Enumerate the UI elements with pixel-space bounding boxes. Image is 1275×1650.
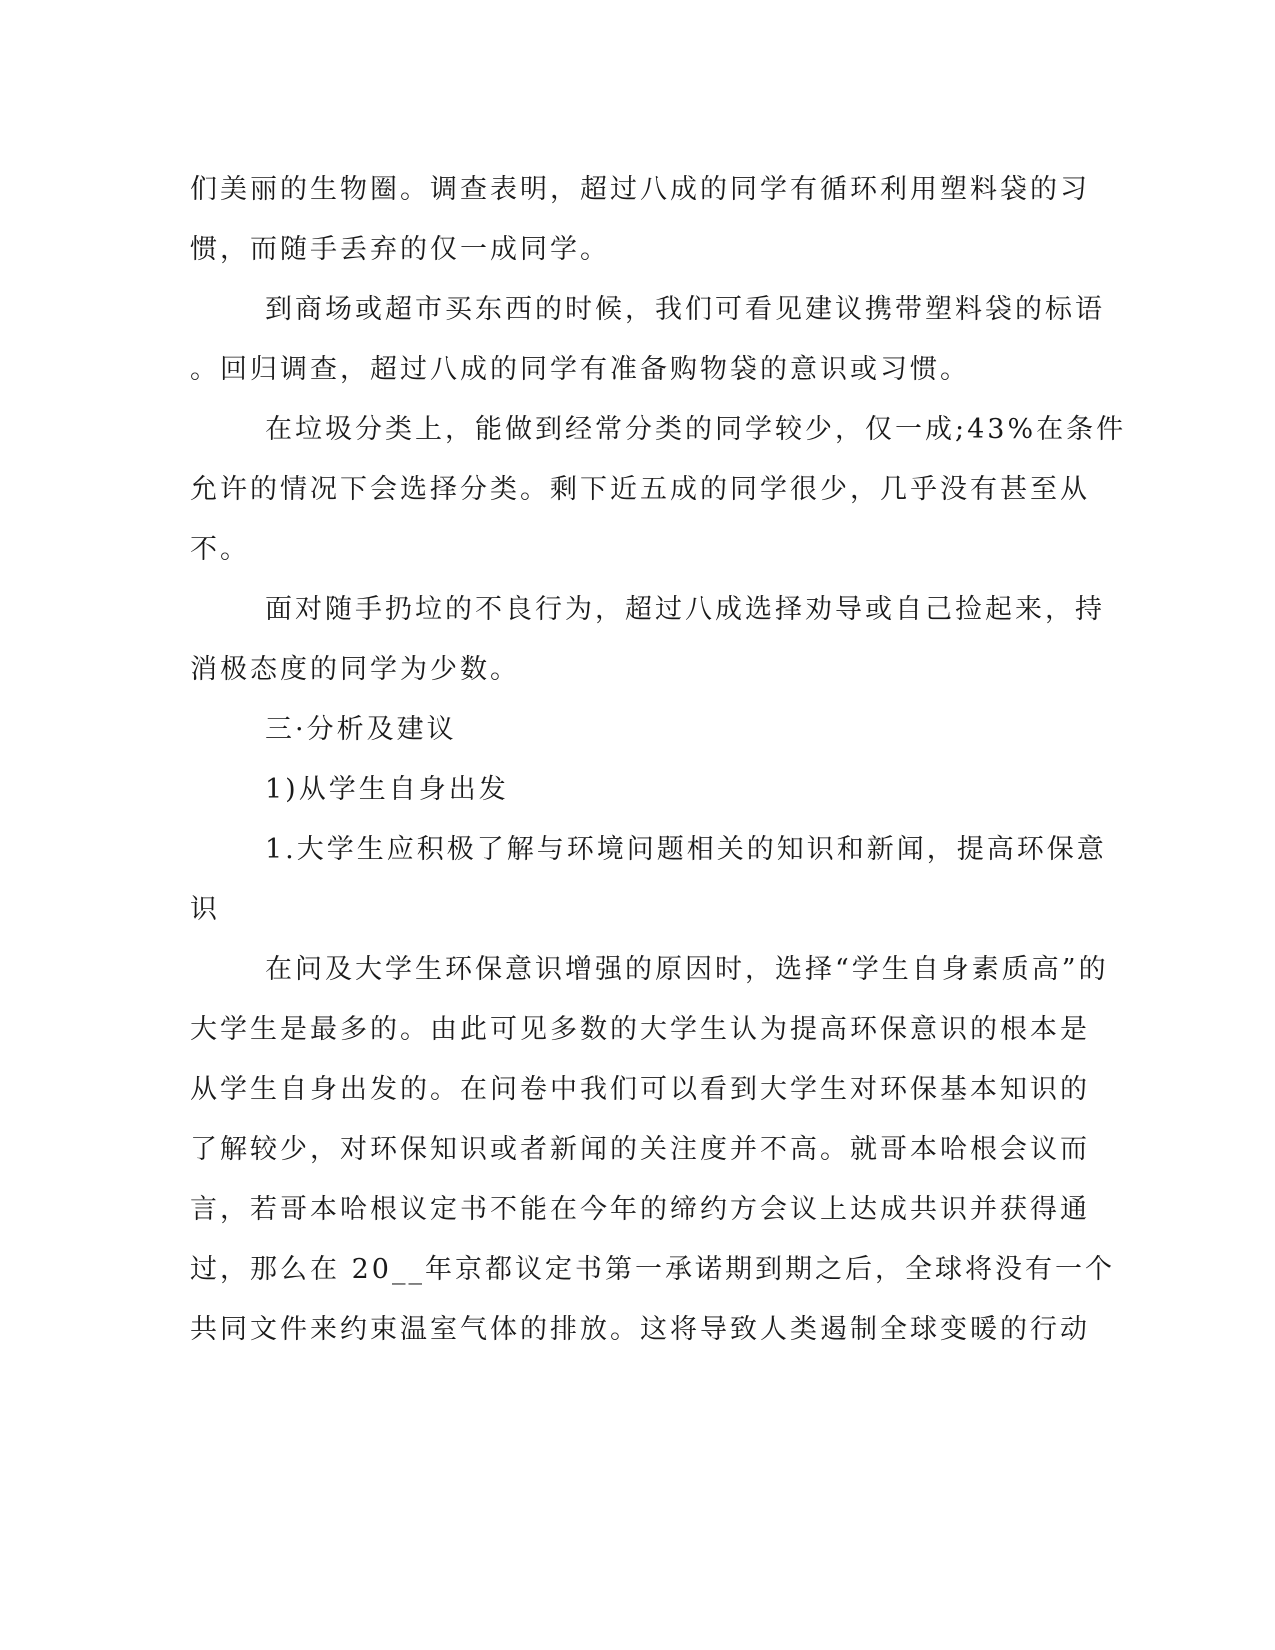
text-line: 了解较少，对环保知识或者新闻的关注度并不高。就哥本哈根会议而: [190, 1134, 1090, 1165]
text-line: 。回归调查，超过八成的同学有准备购物袋的意识或习惯。: [190, 354, 970, 385]
text-line: 共同文件来约束温室气体的排放。这将导致人类遏制全球变暖的行动: [190, 1314, 1090, 1345]
text-line: 在问及大学生环保意识增强的原因时，选择“学生自身素质高”的: [265, 954, 1109, 985]
text-line: 允许的情况下会选择分类。剩下近五成的同学很少，几乎没有甚至从: [190, 474, 1090, 505]
section-heading: 三·分析及建议: [265, 714, 457, 745]
text-line: 们美丽的生物圈。调查表明，超过八成的同学有循环利用塑料袋的习: [190, 174, 1090, 205]
text-line: 言，若哥本哈根议定书不能在今年的缔约方会议上达成共识并获得通: [190, 1194, 1090, 1225]
subsection-heading: 1)从学生自身出发: [265, 774, 509, 805]
text-line: 从学生自身出发的。在问卷中我们可以看到大学生对环保基本知识的: [190, 1074, 1090, 1105]
text-line: 过，那么在 20__年京都议定书第一承诺期到期之后，全球将没有一个: [190, 1254, 1115, 1285]
text-line: 识: [190, 894, 220, 925]
document-body: [190, 160, 1127, 1360]
text-line: 面对随手扔垃的不良行为，超过八成选择劝导或自己捡起来，持: [265, 594, 1105, 625]
text-line: 不。: [190, 534, 250, 565]
text-line: 在垃圾分类上，能做到经常分类的同学较少，仅一成;43%在条件: [265, 414, 1127, 445]
text-line: 消极态度的同学为少数。: [190, 654, 520, 685]
text-line: 惯，而随手丢弃的仅一成同学。: [190, 234, 610, 265]
text-line: 大学生是最多的。由此可见多数的大学生认为提高环保意识的根本是: [190, 1014, 1090, 1045]
point-heading: 1.大学生应积极了解与环境问题相关的知识和新闻，提高环保意: [265, 834, 1107, 865]
text-line: 到商场或超市买东西的时候，我们可看见建议携带塑料袋的标语: [265, 294, 1105, 325]
